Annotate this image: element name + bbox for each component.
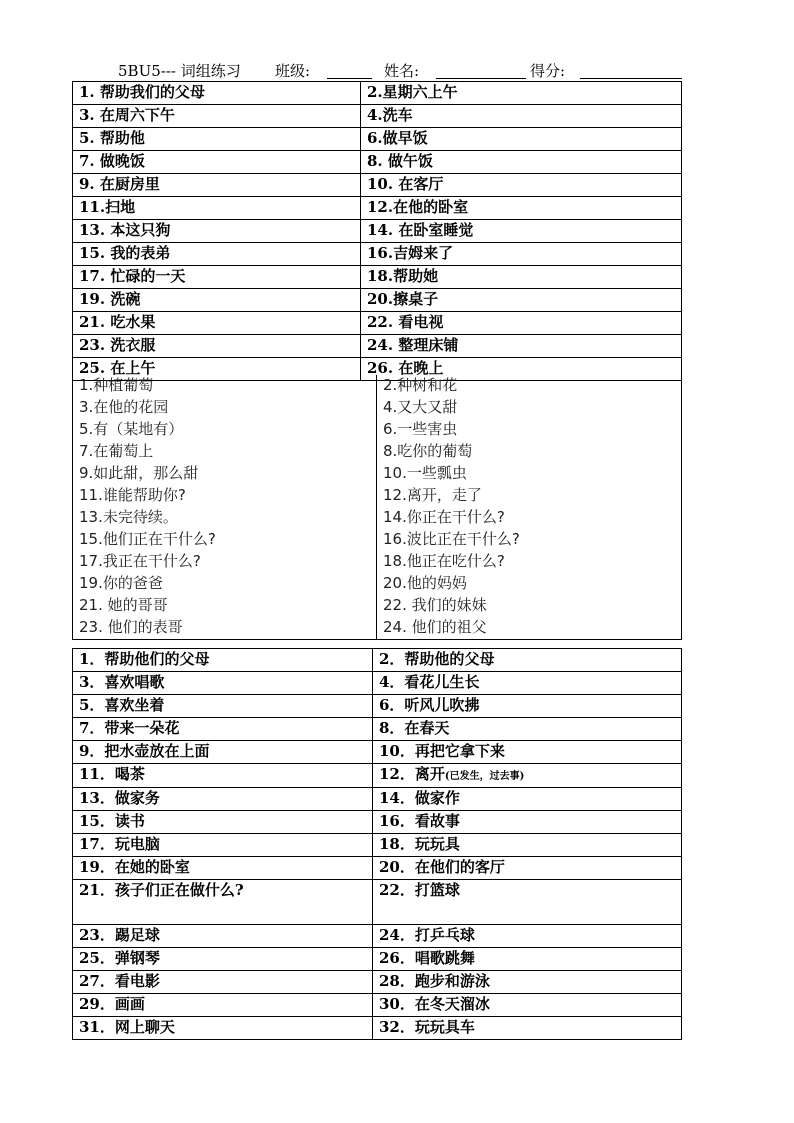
table-row bbox=[73, 151, 682, 174]
phrase-table-unit5-part3 bbox=[72, 648, 682, 1040]
table-row bbox=[73, 971, 682, 994]
table-row bbox=[73, 573, 682, 595]
phrase-cell: 17. 忙碌的一天 bbox=[73, 266, 361, 289]
table-row bbox=[73, 857, 682, 880]
phrase-cell: 8. 做午饭 bbox=[361, 151, 682, 174]
table-row bbox=[73, 197, 682, 220]
past-tense-note: (已发生，过去事) bbox=[444, 771, 525, 782]
phrase-cell: 18．玩玩具 bbox=[373, 834, 682, 857]
phrase-cell: 1.种植葡萄 bbox=[73, 375, 377, 397]
phrase-cell: 26. 在晚上 bbox=[361, 358, 682, 381]
phrase-cell: 12．离开(已发生，过去事) bbox=[373, 764, 682, 788]
phrase-cell: 14.你正在干什么? bbox=[377, 507, 682, 529]
table-row bbox=[73, 695, 682, 718]
phrase-cell: 21. 她的哥哥 bbox=[73, 595, 377, 617]
table-row bbox=[73, 1017, 682, 1040]
table-row bbox=[73, 741, 682, 764]
phrase-cell: 16.吉姆来了 bbox=[361, 243, 682, 266]
phrase-cell: 15.他们正在干什么? bbox=[73, 529, 377, 551]
phrase-cell: 15. 我的表弟 bbox=[73, 243, 361, 266]
table-row bbox=[73, 289, 682, 312]
table-row bbox=[73, 834, 682, 857]
phrase-cell: 20.擦桌子 bbox=[361, 289, 682, 312]
table-row bbox=[73, 220, 682, 243]
phrase-cell: 24. 整理床铺 bbox=[361, 335, 682, 358]
table-row bbox=[73, 375, 682, 397]
phrase-cell: 26．唱歌跳舞 bbox=[373, 948, 682, 971]
phrase-cell: 10. 在客厅 bbox=[361, 174, 682, 197]
phrase-cell: 22. 我们的妹妹 bbox=[377, 595, 682, 617]
table-row bbox=[73, 441, 682, 463]
phrase-cell: 1．帮助他们的父母 bbox=[73, 649, 373, 672]
table-row bbox=[73, 463, 682, 485]
phrase-cell: 27．看电影 bbox=[73, 971, 373, 994]
table-row bbox=[73, 507, 682, 529]
phrase-cell: 31．网上聊天 bbox=[73, 1017, 373, 1040]
phrase-cell: 25．弹钢琴 bbox=[73, 948, 373, 971]
table-row bbox=[73, 649, 682, 672]
phrase-cell: 5.有（某地有） bbox=[73, 419, 377, 441]
phrase-cell: 24. 他们的祖父 bbox=[377, 617, 682, 640]
table-row bbox=[73, 551, 682, 573]
phrase-table-unit5-part2 bbox=[72, 375, 682, 640]
phrase-cell: 8．在春天 bbox=[373, 718, 682, 741]
phrase-cell: 10．再把它拿下来 bbox=[373, 741, 682, 764]
phrase-cell: 19.你的爸爸 bbox=[73, 573, 377, 595]
phrase-cell: 13.未完待续。 bbox=[73, 507, 377, 529]
table-row bbox=[73, 335, 682, 358]
phrase-cell: 20．在他们的客厅 bbox=[373, 857, 682, 880]
phrase-cell: 17.我正在干什么? bbox=[73, 551, 377, 573]
phrase-cell: 6．听风儿吹拂 bbox=[373, 695, 682, 718]
phrase-cell: 23．踢足球 bbox=[73, 925, 373, 948]
table-row bbox=[73, 128, 682, 151]
phrase-cell: 20.他的妈妈 bbox=[377, 573, 682, 595]
table-row bbox=[73, 764, 682, 788]
table-row bbox=[73, 266, 682, 289]
worksheet-header bbox=[72, 60, 682, 82]
phrase-cell: 12.离开，走了 bbox=[377, 485, 682, 507]
phrase-cell: 7.在葡萄上 bbox=[73, 441, 377, 463]
phrase-cell: 11.谁能帮助你? bbox=[73, 485, 377, 507]
name-label: 姓名: bbox=[384, 62, 420, 80]
table-row bbox=[73, 617, 682, 640]
table-row bbox=[73, 880, 682, 925]
table-row bbox=[73, 312, 682, 335]
phrase-cell: 18.他正在吃什么? bbox=[377, 551, 682, 573]
phrase-cell: 28．跑步和游泳 bbox=[373, 971, 682, 994]
phrase-cell: 18.帮助她 bbox=[361, 266, 682, 289]
phrase-cell: 19. 洗碗 bbox=[73, 289, 361, 312]
phrase-cell: 14. 在卧室睡觉 bbox=[361, 220, 682, 243]
phrase-cell: 4.洗车 bbox=[361, 105, 682, 128]
table-row bbox=[73, 529, 682, 551]
table-row bbox=[73, 672, 682, 695]
phrase-cell: 4.又大又甜 bbox=[377, 397, 682, 419]
phrase-cell: 21．孩子们正在做什么? bbox=[73, 880, 373, 925]
phrase-cell: 11.扫地 bbox=[73, 197, 361, 220]
phrase-cell: 23. 他们的表哥 bbox=[73, 617, 377, 640]
phrase-cell: 9.如此甜，那么甜 bbox=[73, 463, 377, 485]
phrase-cell: 11．喝茶 bbox=[73, 764, 373, 788]
phrase-cell: 13. 本这只狗 bbox=[73, 220, 361, 243]
score-blank bbox=[580, 78, 682, 79]
phrase-cell: 5．喜欢坐着 bbox=[73, 695, 373, 718]
phrase-cell: 25. 在上午 bbox=[73, 358, 361, 381]
table-row bbox=[73, 811, 682, 834]
phrase-cell: 3．喜欢唱歌 bbox=[73, 672, 373, 695]
table-row bbox=[73, 718, 682, 741]
phrase-cell: 10.一些瓢虫 bbox=[377, 463, 682, 485]
phrase-cell: 14．做家作 bbox=[373, 788, 682, 811]
phrase-cell: 17．玩电脑 bbox=[73, 834, 373, 857]
phrase-cell: 2.星期六上午 bbox=[361, 82, 682, 105]
phrase-cell: 6.一些害虫 bbox=[377, 419, 682, 441]
phrase-table-unit5-part1 bbox=[72, 81, 682, 381]
table-row bbox=[73, 595, 682, 617]
phrase-cell: 22. 看电视 bbox=[361, 312, 682, 335]
table-row bbox=[73, 485, 682, 507]
name-blank bbox=[436, 78, 526, 79]
worksheet-title: 5BU5--- 词组练习 bbox=[118, 62, 241, 80]
class-blank bbox=[327, 78, 372, 79]
phrase-cell: 19．在她的卧室 bbox=[73, 857, 373, 880]
table-row bbox=[73, 174, 682, 197]
phrase-cell: 32．玩玩具车 bbox=[373, 1017, 682, 1040]
phrase-cell: 4．看花儿生长 bbox=[373, 672, 682, 695]
phrase-cell: 7. 做晚饭 bbox=[73, 151, 361, 174]
table-row bbox=[73, 397, 682, 419]
phrase-cell: 3.在他的花园 bbox=[73, 397, 377, 419]
phrase-cell: 24．打乒乓球 bbox=[373, 925, 682, 948]
phrase-cell: 16.波比正在干什么? bbox=[377, 529, 682, 551]
phrase-cell: 2．帮助他的父母 bbox=[373, 649, 682, 672]
table-row bbox=[73, 994, 682, 1017]
class-label: 班级: bbox=[275, 62, 311, 80]
table-row bbox=[73, 948, 682, 971]
phrase-cell: 1. 帮助我们的父母 bbox=[73, 82, 361, 105]
phrase-cell: 9. 在厨房里 bbox=[73, 174, 361, 197]
phrase-cell: 21. 吃水果 bbox=[73, 312, 361, 335]
phrase-cell: 7．带来一朵花 bbox=[73, 718, 373, 741]
phrase-cell: 8.吃你的葡萄 bbox=[377, 441, 682, 463]
phrase-cell: 30．在冬天溜冰 bbox=[373, 994, 682, 1017]
phrase-cell: 15．读书 bbox=[73, 811, 373, 834]
table-row bbox=[73, 105, 682, 128]
phrase-cell: 22．打篮球 bbox=[373, 880, 682, 925]
phrase-cell: 12.在他的卧室 bbox=[361, 197, 682, 220]
table-row bbox=[73, 243, 682, 266]
table-row bbox=[73, 419, 682, 441]
phrase-cell: 3. 在周六下午 bbox=[73, 105, 361, 128]
phrase-cell: 16．看故事 bbox=[373, 811, 682, 834]
table-row bbox=[73, 788, 682, 811]
phrase-cell: 9．把水壶放在上面 bbox=[73, 741, 373, 764]
phrase-cell: 5. 帮助他 bbox=[73, 128, 361, 151]
phrase-cell: 2.种树和花 bbox=[377, 375, 682, 397]
score-label: 得分: bbox=[530, 62, 566, 80]
phrase-cell: 29．画画 bbox=[73, 994, 373, 1017]
table-row bbox=[73, 82, 682, 105]
table-row bbox=[73, 925, 682, 948]
phrase-cell: 13．做家务 bbox=[73, 788, 373, 811]
phrase-cell: 6.做早饭 bbox=[361, 128, 682, 151]
phrase-cell: 23. 洗衣服 bbox=[73, 335, 361, 358]
